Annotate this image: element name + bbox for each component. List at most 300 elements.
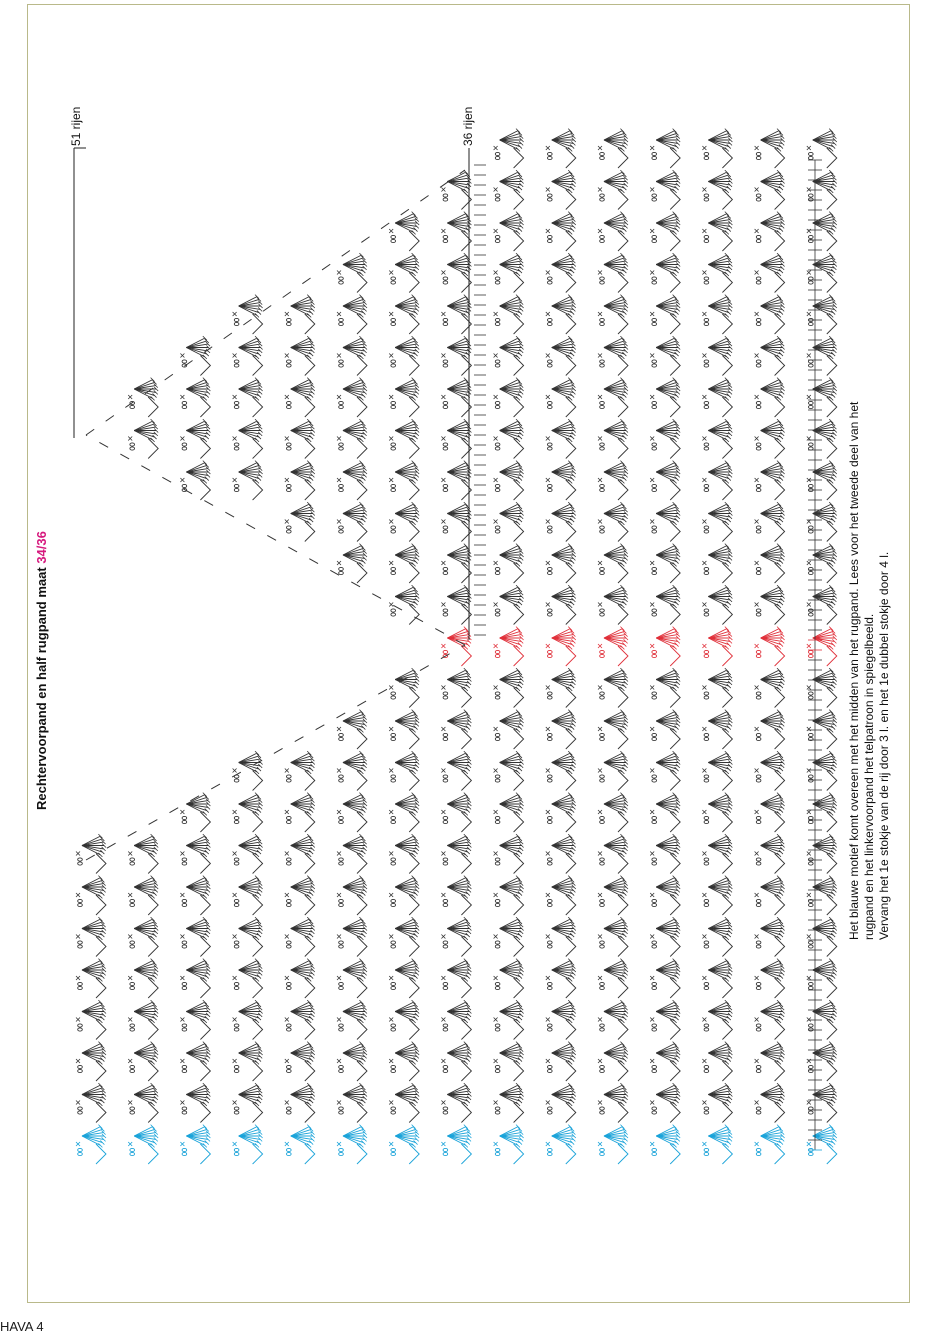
crochet-motif xyxy=(180,378,210,417)
crochet-motif xyxy=(285,295,315,334)
crochet-motif xyxy=(807,544,837,583)
note-line-2: rugpand en het linkervoorpand het telpatroon in spiegelbeeld. xyxy=(862,613,876,940)
crochet-motif xyxy=(702,502,732,541)
crochet-motif xyxy=(546,917,576,956)
crochet-motif xyxy=(285,461,315,500)
crochet-motif xyxy=(233,917,263,956)
crochet-motif xyxy=(494,253,524,292)
crochet-motif xyxy=(650,585,680,624)
crochet-motif xyxy=(76,876,106,915)
crochet-motif xyxy=(337,502,367,541)
crochet-motif xyxy=(702,419,732,458)
crochet-motif xyxy=(755,170,785,209)
crochet-motif xyxy=(285,876,315,915)
crochet-motif xyxy=(128,1000,158,1039)
crochet-motif xyxy=(598,336,628,375)
crochet-motif xyxy=(494,1042,524,1081)
crochet-motif xyxy=(441,502,471,541)
crochet-motif xyxy=(650,1083,680,1122)
crochet-motif xyxy=(807,419,837,458)
crochet-motif xyxy=(702,170,732,209)
crochet-motif xyxy=(702,793,732,832)
crochet-motif xyxy=(755,751,785,790)
crochet-motif xyxy=(285,834,315,873)
crochet-motif xyxy=(285,917,315,956)
neckline-left xyxy=(86,645,465,860)
crochet-motif xyxy=(494,1000,524,1039)
crochet-motif xyxy=(128,1042,158,1081)
crochet-motif xyxy=(441,544,471,583)
crochet-motif xyxy=(441,461,471,500)
motif-grid xyxy=(76,129,837,1164)
page-footer: HAVA 4 xyxy=(0,1319,44,1334)
crochet-motif xyxy=(337,959,367,998)
crochet-motif xyxy=(598,585,628,624)
crochet-motif xyxy=(76,1083,106,1122)
crochet-motif xyxy=(702,668,732,707)
crochet-motif xyxy=(285,751,315,790)
crochet-motif xyxy=(755,627,785,666)
crochet-motif xyxy=(389,295,419,334)
crochet-motif xyxy=(128,876,158,915)
crochet-motif xyxy=(389,1125,419,1164)
crochet-motif xyxy=(441,1042,471,1081)
crochet-motif xyxy=(494,461,524,500)
crochet-motif xyxy=(702,751,732,790)
crochet-motif xyxy=(546,876,576,915)
crochet-motif xyxy=(441,627,471,666)
crochet-motif xyxy=(441,668,471,707)
crochet-motif xyxy=(702,295,732,334)
crochet-motif xyxy=(650,876,680,915)
crochet-motif xyxy=(702,585,732,624)
label-36-rijen: 36 rijen xyxy=(461,106,475,146)
crochet-motif xyxy=(389,1000,419,1039)
crochet-motif xyxy=(807,710,837,749)
crochet-motif xyxy=(702,876,732,915)
crochet-motif xyxy=(807,295,837,334)
crochet-motif xyxy=(180,1000,210,1039)
crochet-motif xyxy=(755,1042,785,1081)
crochet-motif xyxy=(598,668,628,707)
crochet-motif xyxy=(702,1125,732,1164)
crochet-motif xyxy=(546,585,576,624)
crochet-motif xyxy=(285,419,315,458)
crochet-motif xyxy=(233,834,263,873)
crochet-motif xyxy=(233,1125,263,1164)
crochet-motif xyxy=(233,1042,263,1081)
crochet-motif xyxy=(755,1125,785,1164)
crochet-motif xyxy=(598,129,628,168)
crochet-motif xyxy=(180,419,210,458)
crochet-motif xyxy=(702,627,732,666)
crochet-motif xyxy=(546,834,576,873)
crochet-motif xyxy=(755,876,785,915)
crochet-motif xyxy=(807,129,837,168)
crochet-motif xyxy=(702,129,732,168)
crochet-motif xyxy=(807,212,837,251)
label-51-rijen: 51 rijen xyxy=(69,106,83,146)
crochet-motif xyxy=(337,336,367,375)
crochet-motif xyxy=(546,668,576,707)
crochet-motif xyxy=(807,751,837,790)
crochet-motif xyxy=(441,336,471,375)
crochet-motif xyxy=(702,1042,732,1081)
crochet-motif xyxy=(494,1125,524,1164)
crochet-motif xyxy=(702,917,732,956)
crochet-motif xyxy=(441,1000,471,1039)
crochet-motif xyxy=(180,336,210,375)
crochet-motif xyxy=(546,378,576,417)
crochet-motif xyxy=(650,917,680,956)
crochet-motif xyxy=(494,502,524,541)
crochet-motif xyxy=(755,253,785,292)
crochet-motif xyxy=(233,336,263,375)
crochet-motif xyxy=(755,419,785,458)
crochet-motif xyxy=(337,793,367,832)
crochet-motif xyxy=(807,1083,837,1122)
crochet-motif xyxy=(389,793,419,832)
crochet-motif xyxy=(598,1000,628,1039)
crochet-motif xyxy=(285,1042,315,1081)
crochet-motif xyxy=(494,585,524,624)
crochet-motif xyxy=(807,336,837,375)
crochet-motif xyxy=(546,1125,576,1164)
crochet-motif xyxy=(128,834,158,873)
crochet-motif xyxy=(389,668,419,707)
crochet-motif xyxy=(755,668,785,707)
crochet-motif xyxy=(650,959,680,998)
crochet-motif xyxy=(233,1000,263,1039)
crochet-motif xyxy=(807,502,837,541)
crochet-motif xyxy=(285,1083,315,1122)
crochet-motif xyxy=(128,1125,158,1164)
crochet-motif xyxy=(650,129,680,168)
crochet-motif xyxy=(128,1083,158,1122)
crochet-motif xyxy=(180,834,210,873)
crochet-motif xyxy=(494,419,524,458)
crochet-motif xyxy=(546,129,576,168)
neckline-right xyxy=(86,435,465,645)
crochet-motif xyxy=(233,793,263,832)
crochet-motif xyxy=(285,959,315,998)
crochet-motif xyxy=(650,378,680,417)
crochet-motif xyxy=(807,793,837,832)
crochet-motif xyxy=(337,295,367,334)
crochet-motif xyxy=(128,917,158,956)
crochet-motif xyxy=(650,710,680,749)
crochet-motif xyxy=(233,876,263,915)
crochet-motif xyxy=(389,751,419,790)
chart-title: Rechtervoorpand en half rugpand maat 34/36 xyxy=(34,531,49,810)
crochet-motif xyxy=(702,378,732,417)
crochet-motif xyxy=(285,502,315,541)
crochet-motif xyxy=(128,378,158,417)
crochet-motif xyxy=(389,917,419,956)
crochet-motif xyxy=(755,295,785,334)
crochet-motif xyxy=(441,834,471,873)
crochet-motif xyxy=(755,585,785,624)
crochet-motif xyxy=(546,959,576,998)
crochet-motif xyxy=(389,834,419,873)
crochet-motif xyxy=(650,212,680,251)
crochet-motif xyxy=(755,378,785,417)
crochet-motif xyxy=(807,1125,837,1164)
crochet-motif xyxy=(546,751,576,790)
crochet-motif xyxy=(650,336,680,375)
crochet-motif xyxy=(494,710,524,749)
crochet-motif xyxy=(650,793,680,832)
crochet-motif xyxy=(389,378,419,417)
crochet-motif xyxy=(441,876,471,915)
crochet-motif xyxy=(702,253,732,292)
crochet-motif xyxy=(598,627,628,666)
crochet-motif xyxy=(650,544,680,583)
crochet-motif xyxy=(702,544,732,583)
crochet-motif xyxy=(441,751,471,790)
crochet-motif xyxy=(546,461,576,500)
crochet-motif xyxy=(598,419,628,458)
crochet-motif xyxy=(180,1083,210,1122)
crochet-motif xyxy=(598,710,628,749)
crochet-motif xyxy=(598,378,628,417)
crochet-motif xyxy=(494,295,524,334)
crochet-motif xyxy=(702,710,732,749)
crochet-motif xyxy=(285,1000,315,1039)
crochet-motif xyxy=(494,876,524,915)
crochet-motif xyxy=(337,253,367,292)
crochet-motif xyxy=(494,129,524,168)
crochet-motif xyxy=(337,378,367,417)
crochet-motif xyxy=(441,295,471,334)
crochet-motif xyxy=(755,502,785,541)
crochet-motif xyxy=(598,544,628,583)
crochet-motif xyxy=(337,1000,367,1039)
crochet-motif xyxy=(546,502,576,541)
crochet-motif xyxy=(180,1042,210,1081)
crochet-motif xyxy=(598,253,628,292)
crochet-motif xyxy=(755,793,785,832)
crochet-motif xyxy=(494,212,524,251)
crochet-motif xyxy=(441,710,471,749)
crochet-motif xyxy=(702,212,732,251)
crochet-motif xyxy=(76,917,106,956)
crochet-motif xyxy=(389,1042,419,1081)
crochet-motif xyxy=(650,502,680,541)
crochet-motif xyxy=(807,668,837,707)
crochet-motif xyxy=(494,627,524,666)
crochet-motif xyxy=(285,378,315,417)
crochet-motif xyxy=(76,1125,106,1164)
crochet-motif xyxy=(598,295,628,334)
crochet-motif xyxy=(650,1000,680,1039)
crochet-motif xyxy=(233,1083,263,1122)
crochet-motif xyxy=(337,876,367,915)
crochet-motif xyxy=(441,1083,471,1122)
crochet-motif xyxy=(807,917,837,956)
crochet-motif xyxy=(546,336,576,375)
crochet-motif xyxy=(807,959,837,998)
crochet-motif xyxy=(494,917,524,956)
crochet-motif xyxy=(598,876,628,915)
crochet-motif xyxy=(180,1125,210,1164)
crochet-motif xyxy=(546,212,576,251)
crochet-motif xyxy=(233,295,263,334)
crochet-motif xyxy=(180,917,210,956)
crochet-motif xyxy=(180,959,210,998)
crochet-motif xyxy=(389,1083,419,1122)
crochet-motif xyxy=(598,461,628,500)
crochet-motif xyxy=(702,461,732,500)
crochet-motif xyxy=(441,917,471,956)
crochet-motif xyxy=(598,212,628,251)
crochet-motif xyxy=(233,419,263,458)
crochet-motif xyxy=(598,917,628,956)
crochet-motif xyxy=(546,544,576,583)
crochet-motif xyxy=(807,378,837,417)
crochet-motif xyxy=(650,170,680,209)
crochet-motif xyxy=(598,959,628,998)
crochet-motif xyxy=(546,170,576,209)
crochet-motif xyxy=(337,917,367,956)
crochet-motif xyxy=(546,627,576,666)
crochet-motif xyxy=(76,1042,106,1081)
crochet-motif xyxy=(650,1042,680,1081)
crochet-motif xyxy=(441,212,471,251)
crochet-motif xyxy=(494,668,524,707)
crochet-motif xyxy=(807,585,837,624)
crochet-motif xyxy=(441,585,471,624)
note-line-1: Het blauwe motief komt overeen met het midden van het rugpand. Lees voor het tweede deel van het xyxy=(847,401,861,940)
crochet-motif xyxy=(441,378,471,417)
crochet-motif xyxy=(546,1042,576,1081)
crochet-motif xyxy=(389,336,419,375)
crochet-motif xyxy=(702,336,732,375)
crochet-motif xyxy=(441,253,471,292)
crochet-motif xyxy=(285,793,315,832)
crochet-motif xyxy=(702,1083,732,1122)
crochet-motif xyxy=(546,295,576,334)
crochet-motif xyxy=(494,959,524,998)
crochet-motif xyxy=(755,212,785,251)
crochet-motif xyxy=(650,295,680,334)
crochet-motif xyxy=(755,461,785,500)
crochet-motif xyxy=(598,793,628,832)
crochet-motif xyxy=(337,1083,367,1122)
crochet-motif xyxy=(650,668,680,707)
crochet-motif xyxy=(650,419,680,458)
crochet-motif xyxy=(389,502,419,541)
crochet-motif xyxy=(494,170,524,209)
crochet-motif xyxy=(650,627,680,666)
crochet-motif xyxy=(233,959,263,998)
crochet-motif xyxy=(233,461,263,500)
crochet-motif xyxy=(755,959,785,998)
crochet-motif xyxy=(650,751,680,790)
crochet-motif xyxy=(285,336,315,375)
crochet-motif xyxy=(755,834,785,873)
crochet-motif xyxy=(233,378,263,417)
crochet-motif xyxy=(76,959,106,998)
crochet-motif xyxy=(441,959,471,998)
crochet-motif xyxy=(755,710,785,749)
crochet-motif xyxy=(755,1000,785,1039)
crochet-motif xyxy=(702,959,732,998)
crochet-motif xyxy=(337,1042,367,1081)
crochet-motif xyxy=(807,876,837,915)
crochet-motif xyxy=(807,253,837,292)
crochet-motif xyxy=(807,1042,837,1081)
crochet-motif xyxy=(389,710,419,749)
crochet-motif xyxy=(441,1125,471,1164)
crochet-motif xyxy=(389,253,419,292)
crochet-motif xyxy=(180,876,210,915)
crochet-motif xyxy=(180,793,210,832)
crochet-motif xyxy=(702,1000,732,1039)
crochet-motif xyxy=(755,129,785,168)
crochet-motif xyxy=(76,1000,106,1039)
crochet-motif xyxy=(494,336,524,375)
crochet-motif xyxy=(650,834,680,873)
crochet-motif xyxy=(546,1000,576,1039)
crochet-motif xyxy=(494,544,524,583)
crochet-motif xyxy=(650,461,680,500)
crochet-motif xyxy=(598,1125,628,1164)
crochet-motif xyxy=(128,959,158,998)
crochet-motif xyxy=(441,793,471,832)
crochet-motif xyxy=(337,834,367,873)
crochet-motif xyxy=(546,1083,576,1122)
crochet-motif xyxy=(285,1125,315,1164)
crochet-motif xyxy=(128,419,158,458)
crochet-motif xyxy=(389,212,419,251)
crochet-motif xyxy=(389,876,419,915)
crochet-motif xyxy=(494,793,524,832)
crochet-motif xyxy=(441,170,471,209)
crochet-motif xyxy=(337,1125,367,1164)
neckline-edges xyxy=(86,170,465,860)
crochet-motif xyxy=(389,461,419,500)
crochet-motif xyxy=(337,419,367,458)
crochet-motif xyxy=(389,585,419,624)
crochet-motif xyxy=(598,1083,628,1122)
crochet-motif xyxy=(494,1083,524,1122)
crochet-motif xyxy=(389,544,419,583)
crochet-motif xyxy=(755,544,785,583)
crochet-motif xyxy=(546,419,576,458)
crochet-motif xyxy=(76,834,106,873)
crochet-motif xyxy=(598,1042,628,1081)
crochet-motif xyxy=(494,378,524,417)
crochet-motif xyxy=(337,751,367,790)
crochet-motif xyxy=(180,461,210,500)
crochet-motif xyxy=(755,1083,785,1122)
crochet-motif xyxy=(389,419,419,458)
crochet-motif xyxy=(546,710,576,749)
note-line-3: Vervang het 1e stokje van de rij door 3 l. en het 1e dubbel stokje door 4 l. xyxy=(877,551,891,940)
crochet-motif xyxy=(441,419,471,458)
crochet-motif xyxy=(598,834,628,873)
crochet-motif xyxy=(598,502,628,541)
crochet-motif xyxy=(337,461,367,500)
crochet-motif xyxy=(598,170,628,209)
crochet-motif xyxy=(337,544,367,583)
crochet-motif xyxy=(546,253,576,292)
crochet-motif xyxy=(494,834,524,873)
crochet-motif xyxy=(650,1125,680,1164)
crochet-motif xyxy=(598,751,628,790)
crochet-motif xyxy=(494,751,524,790)
